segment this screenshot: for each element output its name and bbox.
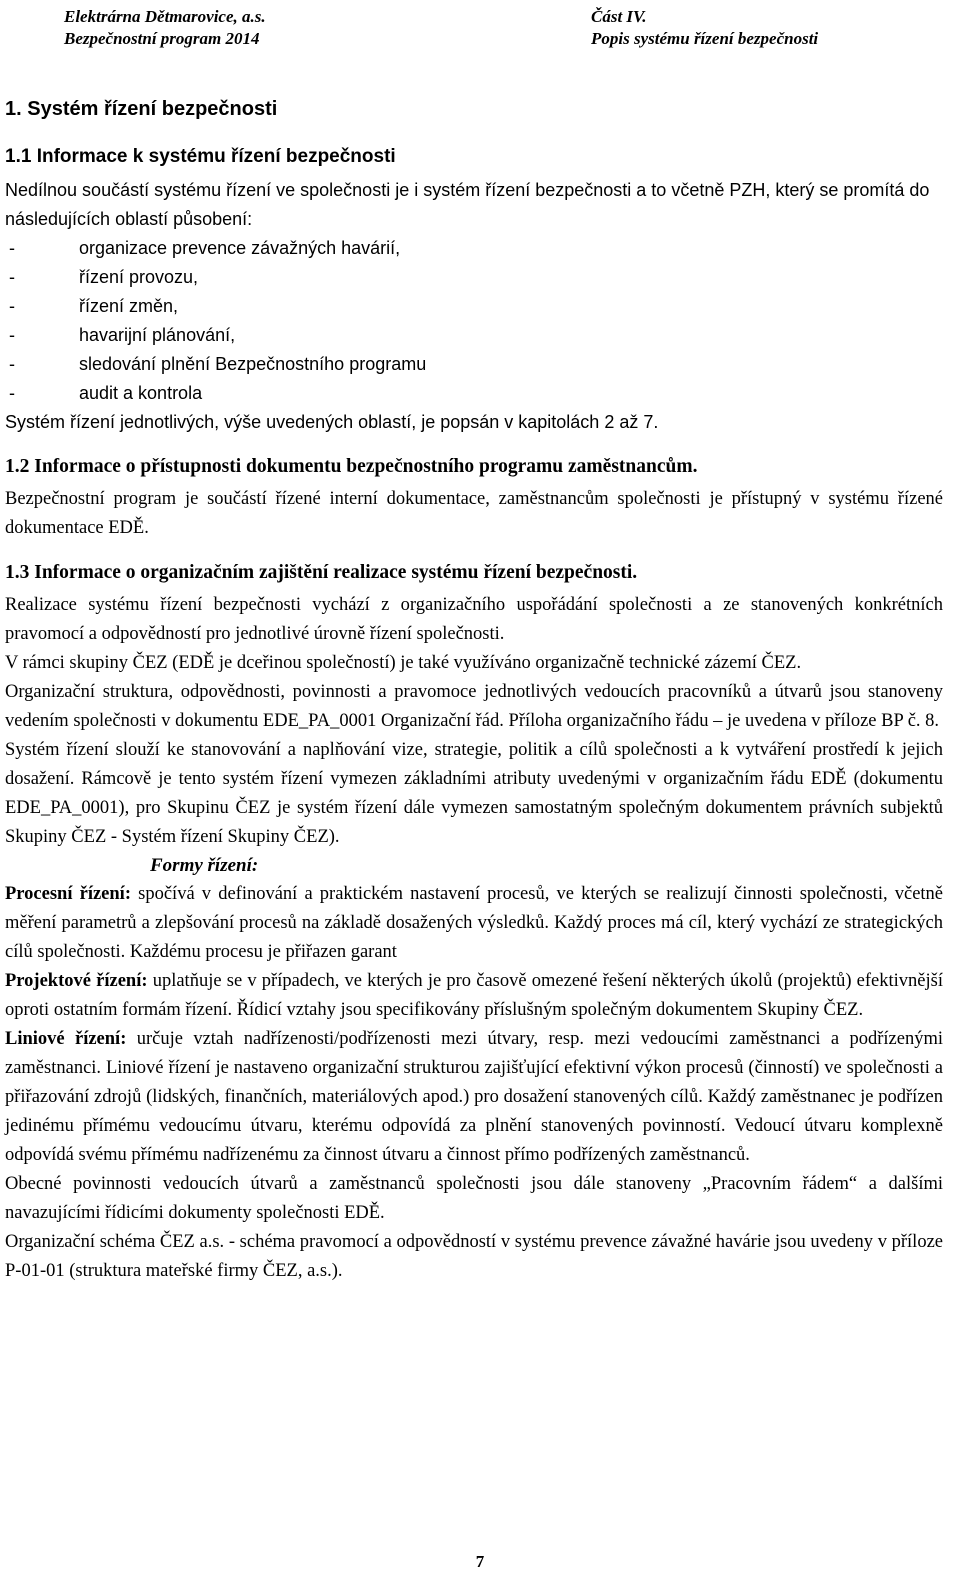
header-part-title: Popis systému řízení bezpečnosti — [591, 29, 819, 48]
section-1-2-heading: 1.2 Informace o přístupnosti dokumentu bezpečnostního programu zaměstnancům. — [5, 456, 698, 477]
header-company: Elektrárna Dětmarovice, a.s. — [64, 7, 266, 26]
chapter-heading: 1. Systém řízení bezpečnosti — [5, 98, 278, 120]
term-label: Liniové řízení: — [5, 1029, 127, 1049]
section-1-1-intro: Nedílnou součástí systému řízení ve společnosti je i systém řízení bezpečnosti a to včetně PZH, který se promítá do následujících oblastí působení: — [5, 180, 930, 229]
list-item: - havarijní plánování, — [9, 325, 236, 345]
section-1-3-heading: 1.3 Informace o organizačním zajištění realizace systému řízení bezpečnosti. — [5, 562, 638, 583]
list-item: - řízení změn, — [9, 296, 179, 316]
term-label: Procesní řízení: — [5, 884, 131, 904]
paragraph: V rámci skupiny ČEZ (EDĚ je dceřinou společností) je také využíváno organizačně technické zázemí ČEZ. — [5, 653, 802, 673]
paragraph: Organizační struktura, odpovědnosti, povinnosti a pravomoce jednotlivých vedoucích pracovníků a útvarů jsou stanoveny vedením společnosti v dokumentu EDE_PA_0001 Organizační řád. Příloha organizačního řádu – je uvedena v příloze BP č. 8. — [5, 682, 943, 731]
page-number: 7 — [475, 1552, 485, 1571]
section-1-2-text: Bezpečnostní program je součástí řízené interní dokumentace, zaměstnancům společnosti je přístupný v systému řízené dokumentace EDĚ. — [5, 489, 943, 538]
header-left — [64, 6, 266, 50]
list-item: - sledování plnění Bezpečnostního programu — [9, 354, 427, 374]
procesni-paragraph: Procesní řízení: spočívá v definování a praktickém nastavení procesů, ve kterých se realizují činnosti společnosti, včetně měření parametrů a zlepšování procesů na základě dosažených výsledků. Každý proces má cíl, který vychází ze strategických cílů společnosti. Každému procesu je přiřazen garant — [5, 884, 944, 962]
paragraph: Organizační schéma ČEZ a.s. - schéma pravomocí a odpovědností v systému prevence závažné havárie jsou uvedeny v příloze P-01-01 (struktura mateřské firmy ČEZ, a.s.). — [5, 1232, 943, 1281]
paragraph: Obecné povinnosti vedoucích útvarů a zaměstnanců společnosti jsou dále stanoveny „Pracovním řádem“ a dalšími navazujícími řídicími dokumenty společnosti EDĚ. — [5, 1174, 943, 1223]
header-part: Část IV. — [591, 7, 647, 26]
header-right — [591, 6, 818, 50]
section-1-1-closing: Systém řízení jednotlivých, výše uvedených oblastí, je popsán v kapitolách 2 až 7. — [5, 412, 659, 432]
liniove-paragraph: Liniové řízení: určuje vztah nadřízenosti/podřízenosti mezi útvary, resp. mezi vedoucími zaměstnanci a podřízenými zaměstnanci. Liniové řízení je nastaveno organizační strukturou zajišťující efektivní výkon procesů (činností) ve společnosti a přiřazování zdrojů (lidských, finančních, materiálových apod.) pro dosažení stanovených cílů. Každý zaměstnanec je podřízen jedinému přímému vedoucímu útvaru, kterému odpovídá za plnění stanovených povinností. Vedoucí útvaru komplexně odpovídá svému přímému nadřízenému za činnost útvaru a činnost přímo podřízených zaměstnanců. — [5, 1029, 943, 1165]
paragraph: Systém řízení slouží ke stanovování a naplňování vize, strategie, politik a cílů společnosti a k vytváření prostředí k jejich dosažení. Rámcově je tento systém řízení vymezen základními atributy uvedenými v organizačním řádu EDĚ (dokumentu EDE_PA_0001), pro Skupinu ČEZ je systém řízení dále vymezen samostatným společným dokumentem právních subjektů Skupiny ČEZ - Systém řízení Skupiny ČEZ). — [5, 740, 943, 847]
list-item: - organizace prevence závažných havárií, — [9, 238, 401, 258]
list-item: - audit a kontrola — [9, 383, 203, 403]
page-body — [5, 96, 943, 1286]
paragraph: Realizace systému řízení bezpečnosti vychází z organizačního uspořádání společnosti a ze stanovených konkrétních pravomocí a odpovědností pro jednotlivé úrovně řízení společnosti. — [5, 595, 943, 644]
header-program: Bezpečnostní program 2014 — [64, 29, 260, 48]
forms-heading: Formy řízení: — [150, 855, 259, 876]
areas-list — [5, 234, 943, 408]
term-label: Projektové řízení: — [5, 971, 148, 991]
projektove-paragraph: Projektové řízení: uplatňuje se v případech, ve kterých je pro časově omezené řešení některých úkolů (projektů) efektivnější oproti ostatním formám řízení. Řídicí vztahy jsou specifikovány příslušným společným dokumentem Skupiny ČEZ. — [5, 971, 943, 1020]
section-1-1-heading: 1.1 Informace k systému řízení bezpečnosti — [5, 146, 396, 167]
list-item: - řízení provozu, — [9, 267, 199, 287]
